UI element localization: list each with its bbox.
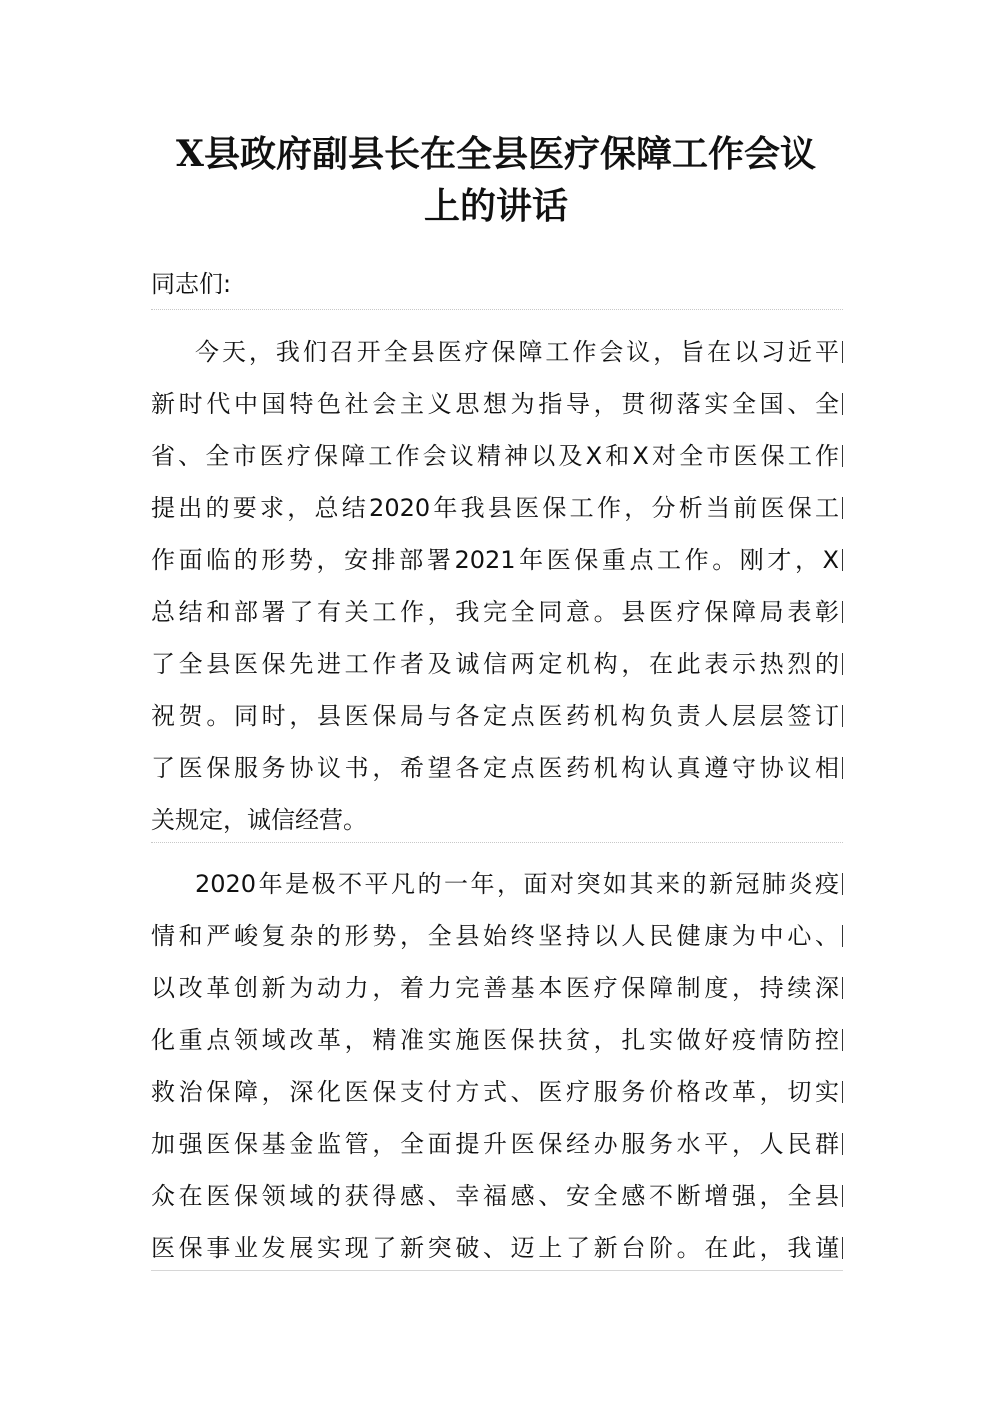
margin-mark: [842, 393, 843, 415]
paragraph-2: [151, 858, 839, 1274]
document-title: [120, 128, 872, 232]
paragraph-line: 了医保服务协议书，希望各定点医药机构认真遵守协议相: [151, 754, 839, 782]
paragraph-line: 作面临的形势，安排部署2021年医保重点工作。刚才，X: [151, 546, 839, 574]
paragraph-line: 2020年是极不平凡的一年，面对突如其来的新冠肺炎疫: [195, 870, 839, 898]
margin-mark: [842, 653, 843, 675]
margin-mark: [842, 705, 843, 727]
paragraph-line: 关规定，诚信经营。: [151, 806, 367, 834]
margin-mark: [842, 925, 843, 947]
salutation: 同志们:: [151, 270, 232, 298]
paragraph-line: 省、全市医疗保障工作会议精神以及X和X对全市医保工作: [151, 442, 839, 470]
margin-mark: [842, 341, 843, 363]
paragraph-line: 加强医保基金监管，全面提升医保经办服务水平，人民群: [151, 1130, 839, 1158]
paragraph-line: 今天，我们召开全县医疗保障工作会议，旨在以习近平: [195, 338, 839, 366]
margin-mark: [842, 977, 843, 999]
divider: [151, 842, 843, 843]
margin-mark: [842, 1237, 843, 1259]
title-line-1: X县政府副县长在全县医疗保障工作会议: [176, 133, 816, 175]
margin-mark: [842, 757, 843, 779]
paragraph-line: 新时代中国特色社会主义思想为指导，贯彻落实全国、全: [151, 390, 839, 418]
paragraph-1: [151, 326, 839, 846]
margin-mark: [842, 1133, 843, 1155]
margin-mark: [842, 1185, 843, 1207]
divider: [151, 309, 843, 310]
title-line-2: 上的讲话: [423, 185, 568, 227]
paragraph-line: 以改革创新为动力，着力完善基本医疗保障制度，持续深: [151, 974, 839, 1002]
paragraph-line: 总结和部署了有关工作，我完全同意。县医疗保障局表彰: [151, 598, 839, 626]
divider: [151, 1270, 843, 1271]
margin-mark: [842, 873, 843, 895]
margin-mark: [842, 549, 843, 571]
margin-mark: [842, 1029, 843, 1051]
paragraph-line: 了全县医保先进工作者及诚信两定机构，在此表示热烈的: [151, 650, 839, 678]
margin-mark: [842, 445, 843, 467]
paragraph-line: 情和严峻复杂的形势，全县始终坚持以人民健康为中心、: [151, 922, 839, 950]
paragraph-line: 救治保障，深化医保支付方式、医疗服务价格改革，切实: [151, 1078, 839, 1106]
paragraph-line: 祝贺。同时，县医保局与各定点医药机构负责人层层签订: [151, 702, 839, 730]
paragraph-line: 医保事业发展实现了新突破、迈上了新台阶。在此，我谨: [151, 1234, 839, 1262]
paragraph-line: 众在医保领域的获得感、幸福感、安全感不断增强，全县: [151, 1182, 839, 1210]
paragraph-line: 化重点领域改革，精准实施医保扶贫，扎实做好疫情防控: [151, 1026, 839, 1054]
paragraph-line: 提出的要求，总结2020年我县医保工作，分析当前医保工: [151, 494, 839, 522]
margin-mark: [842, 497, 843, 519]
margin-mark: [842, 1081, 843, 1103]
margin-mark: [842, 601, 843, 623]
